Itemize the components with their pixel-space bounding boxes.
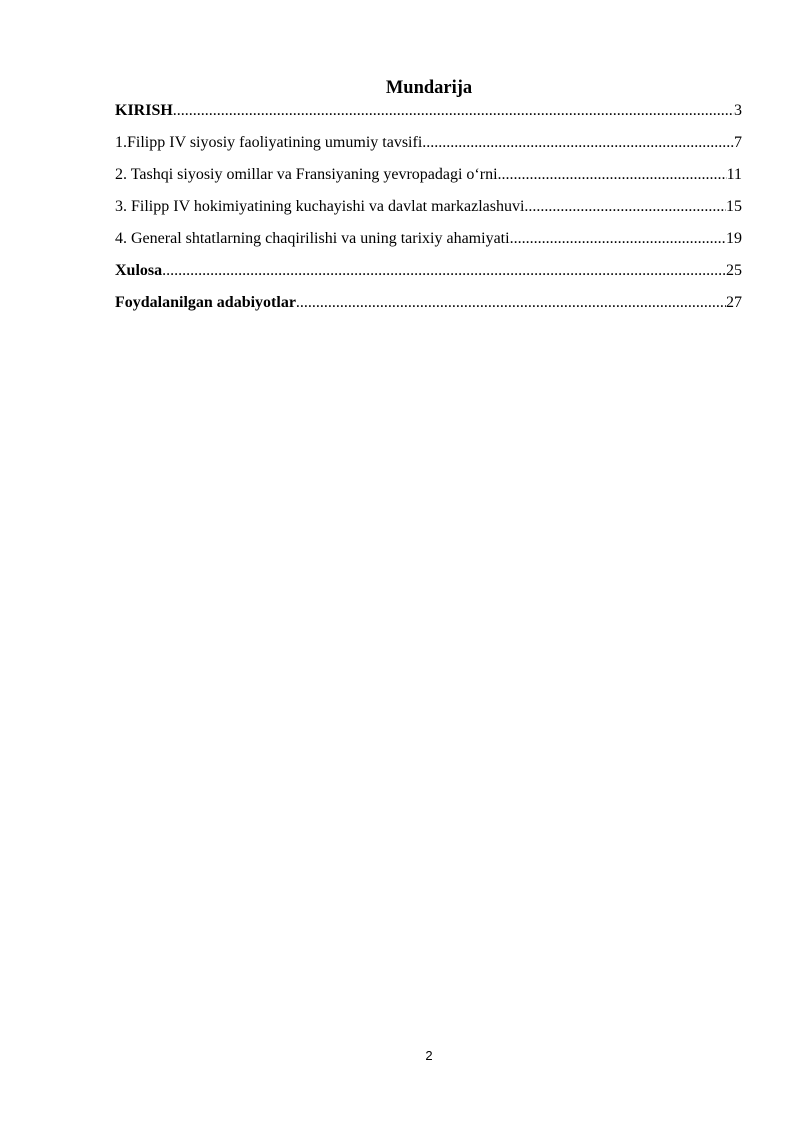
- toc-entry-label: Foydalanilgan adabiyotlar: [115, 294, 296, 311]
- toc-entry-kirish[interactable]: [115, 101, 742, 133]
- dot-leader: [296, 293, 726, 313]
- dot-leader: [162, 261, 726, 281]
- dot-leader: [173, 101, 734, 121]
- toc-entry-page: 19: [726, 230, 742, 247]
- toc-entry-page: 25: [726, 262, 742, 279]
- toc-entry-label: Xulosa: [115, 262, 163, 279]
- toc-entry-adabiyotlar[interactable]: [115, 293, 742, 325]
- toc-entry-page: 11: [726, 166, 742, 183]
- toc-entry-page: 27: [726, 294, 742, 311]
- page-number: 2: [425, 1048, 433, 1063]
- toc-entry-label: 4. General shtatlarning chaqirilishi va uning tarixiy ahamiyati: [115, 230, 510, 247]
- table-of-contents: [115, 101, 742, 325]
- dot-leader: [510, 229, 726, 249]
- dot-leader: [498, 165, 727, 185]
- dot-leader: [422, 133, 734, 153]
- page-title: Mundarija: [385, 78, 473, 98]
- toc-entry-chapter-3[interactable]: [115, 197, 742, 229]
- toc-entry-chapter-4[interactable]: [115, 229, 742, 261]
- dot-leader: [524, 197, 726, 217]
- toc-entry-chapter-1[interactable]: [115, 133, 742, 165]
- toc-entry-page: 3: [734, 102, 742, 119]
- toc-entry-label: KIRISH: [115, 102, 173, 119]
- toc-entry-label: 3. Filipp IV hokimiyatining kuchayishi va davlat markazlashuvi: [115, 198, 525, 215]
- toc-entry-label: 1.Filipp IV siyosiy faoliyatining umumiy tavsifi: [115, 134, 423, 151]
- toc-entry-chapter-2[interactable]: [115, 165, 742, 197]
- toc-entry-page: 15: [726, 198, 742, 215]
- toc-entry-page: 7: [734, 134, 742, 151]
- toc-entry-xulosa[interactable]: [115, 261, 742, 293]
- toc-entry-label: 2. Tashqi siyosiy omillar va Fransiyaning yevropadagi o‘rni: [115, 166, 498, 183]
